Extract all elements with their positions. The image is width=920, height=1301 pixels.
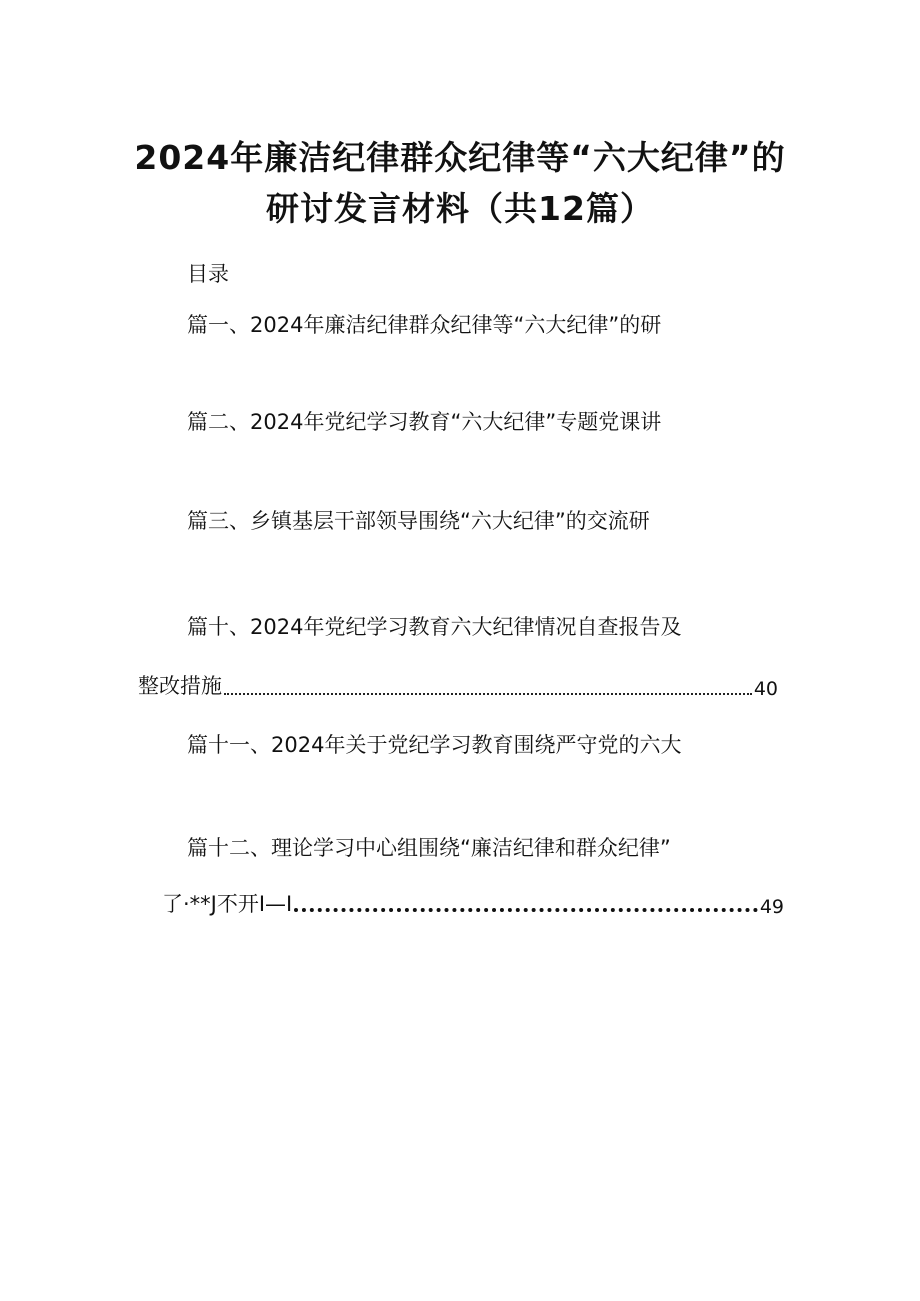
toc-entry-12-continuation: 了·**J不开I—I	[162, 892, 293, 916]
toc-entry-10-continuation: 整改措施	[138, 674, 222, 698]
toc-entry-10-page-number: 40	[753, 678, 778, 700]
toc-entry-3[interactable]: 篇三、乡镇基层干部领导围绕“六大纪律”的交流研	[187, 509, 650, 533]
toc-entry-1[interactable]: 篇一、2024年廉洁纪律群众纪律等“六大纪律”的研	[187, 313, 662, 337]
dot-leader	[224, 689, 752, 695]
toc-entry-10[interactable]: 篇十、2024年党纪学习教育六大纪律情况自查报告及	[187, 615, 682, 639]
toc-entry-12-leader-line[interactable]	[162, 888, 784, 918]
toc-entry-2[interactable]: 篇二、2024年党纪学习教育“六大纪律”专题党课讲	[187, 410, 662, 434]
toc-entry-12[interactable]: 篇十二、理论学习中心组围绕“廉洁纪律和群众纪律”	[187, 836, 671, 860]
document-title-line-2: 研讨发言材料（共12篇）	[266, 189, 654, 228]
toc-heading: 目录	[187, 262, 229, 286]
toc-entry-11[interactable]: 篇十一、2024年关于党纪学习教育围绕严守党的六大	[187, 733, 682, 757]
document-title-line-1: 2024年廉洁纪律群众纪律等“六大纪律”的	[134, 138, 786, 177]
toc-entry-10-leader-line[interactable]	[138, 670, 778, 700]
toc-entry-12-page-number: 49	[759, 896, 784, 918]
dot-leader	[294, 904, 758, 912]
